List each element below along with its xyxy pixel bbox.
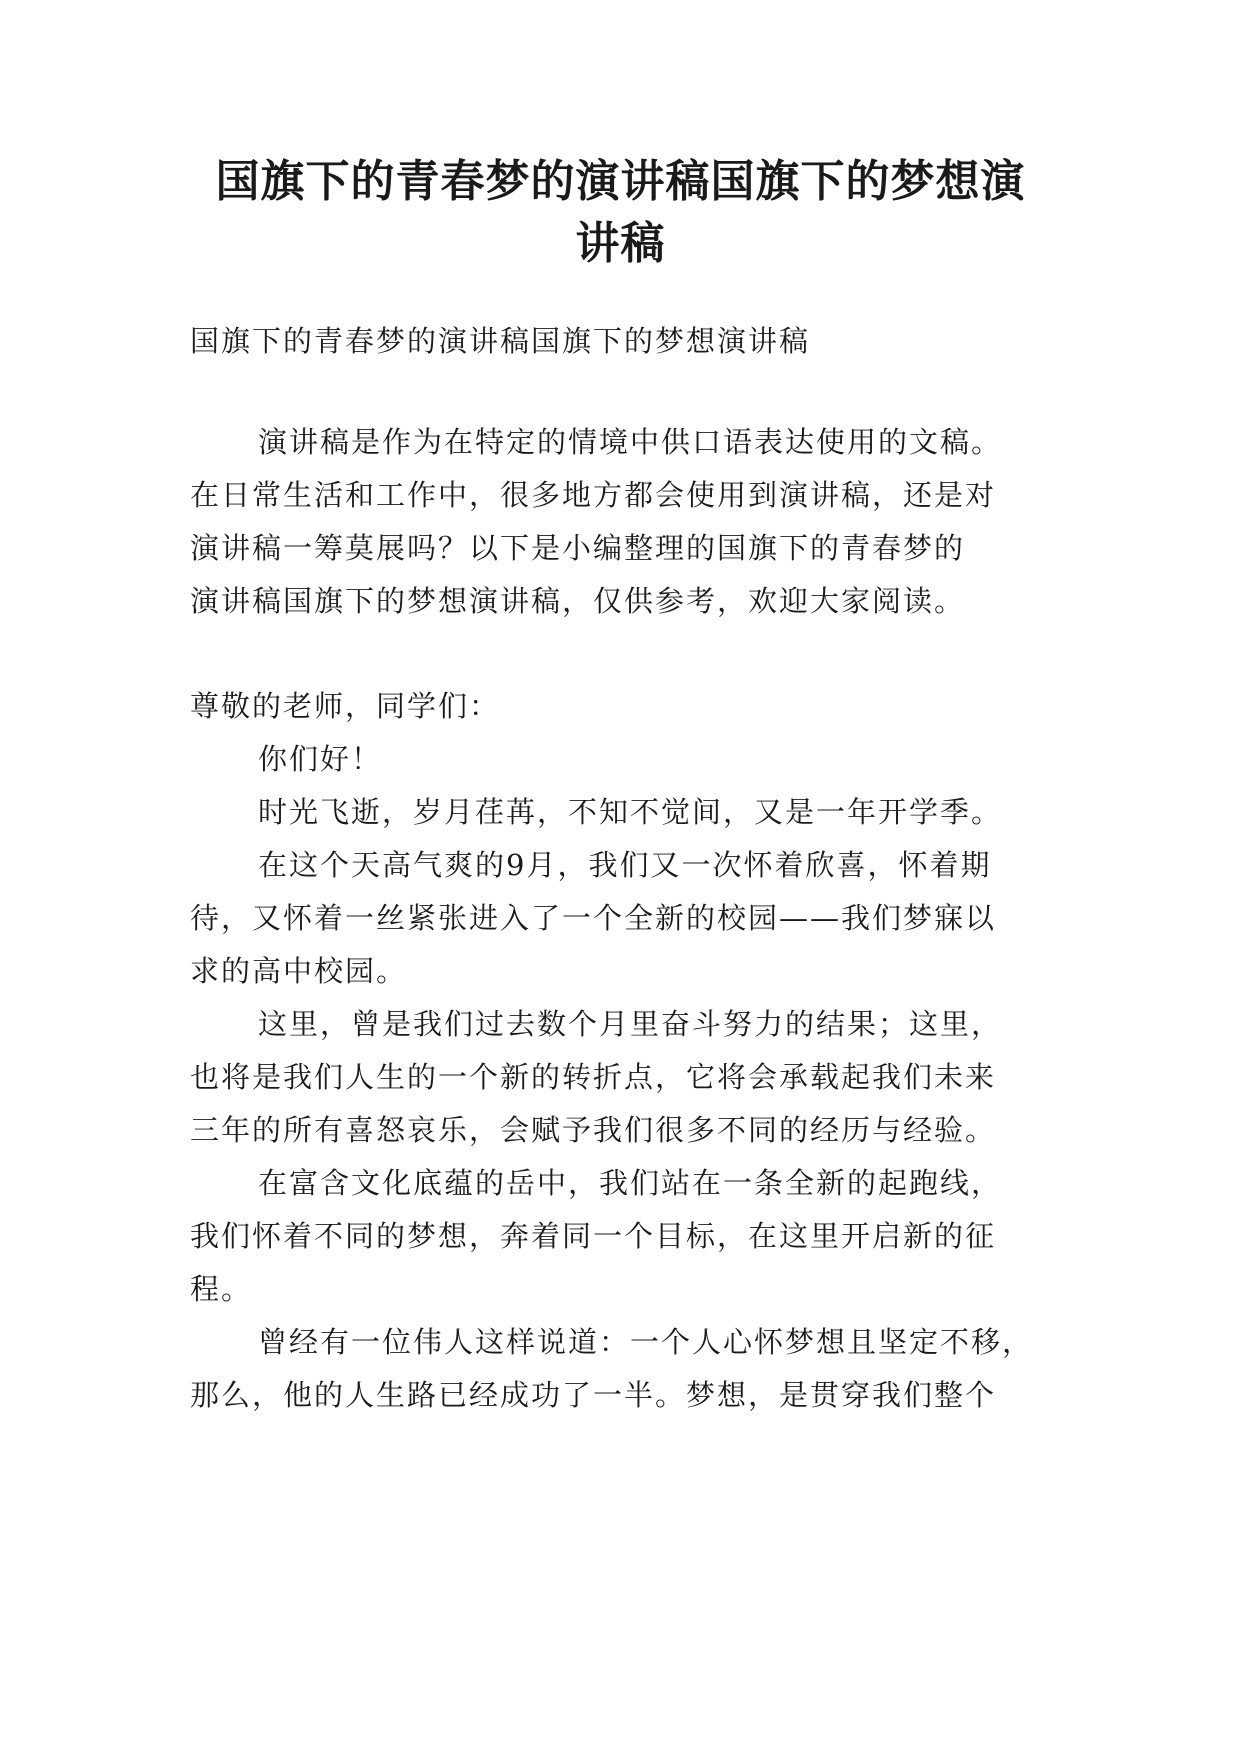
intro-line: 演讲稿一筹莫展吗？以下是小编整理的国旗下的青春梦的 bbox=[190, 531, 966, 565]
body-line: 在这个天高气爽的9月，我们又一次怀着欣喜，怀着期 bbox=[258, 848, 992, 882]
body-line: 这里，曾是我们过去数个月里奋斗努力的结果；这里， bbox=[258, 1007, 1003, 1041]
intro-line: 演讲稿是作为在特定的情境中供口语表达使用的文稿。 bbox=[258, 425, 1003, 459]
body-line: 求的高中校园。 bbox=[190, 954, 408, 988]
body-line: 待，又怀着一丝紧张进入了一个全新的校园——我们梦寐以 bbox=[190, 901, 997, 935]
intro-line: 在日常生活和工作中，很多地方都会使用到演讲稿，还是对 bbox=[190, 478, 997, 512]
salutation: 尊敬的老师，同学们： bbox=[190, 689, 501, 723]
intro-line: 演讲稿国旗下的梦想演讲稿，仅供参考，欢迎大家阅读。 bbox=[190, 584, 966, 618]
body-line: 曾经有一位伟人这样说道：一个人心怀梦想且坚定不移， bbox=[258, 1325, 1034, 1359]
body-line: 在富含文化底蕴的岳中，我们站在一条全新的起跑线， bbox=[258, 1166, 1003, 1200]
body-line: 三年的所有喜怒哀乐，会赋予我们很多不同的经历与经验。 bbox=[190, 1113, 997, 1147]
document-subtitle: 国旗下的青春梦的演讲稿国旗下的梦想演讲稿 bbox=[190, 324, 811, 358]
greeting: 你们好！ bbox=[258, 742, 383, 776]
body-line: 程。 bbox=[190, 1272, 253, 1306]
document-title-line-2: 讲稿 bbox=[575, 218, 666, 269]
body-line: 也将是我们人生的一个新的转折点，它将会承载起我们未来 bbox=[190, 1060, 997, 1094]
body-line: 那么，他的人生路已经成功了一半。梦想，是贯穿我们整个 bbox=[190, 1378, 997, 1412]
document-title-line-1: 国旗下的青春梦的演讲稿国旗下的梦想演 bbox=[215, 156, 1026, 207]
body-line: 时光飞逝，岁月荏苒，不知不觉间，又是一年开学季。 bbox=[258, 795, 1003, 829]
body-line: 我们怀着不同的梦想，奔着同一个目标，在这里开启新的征 bbox=[190, 1219, 997, 1253]
